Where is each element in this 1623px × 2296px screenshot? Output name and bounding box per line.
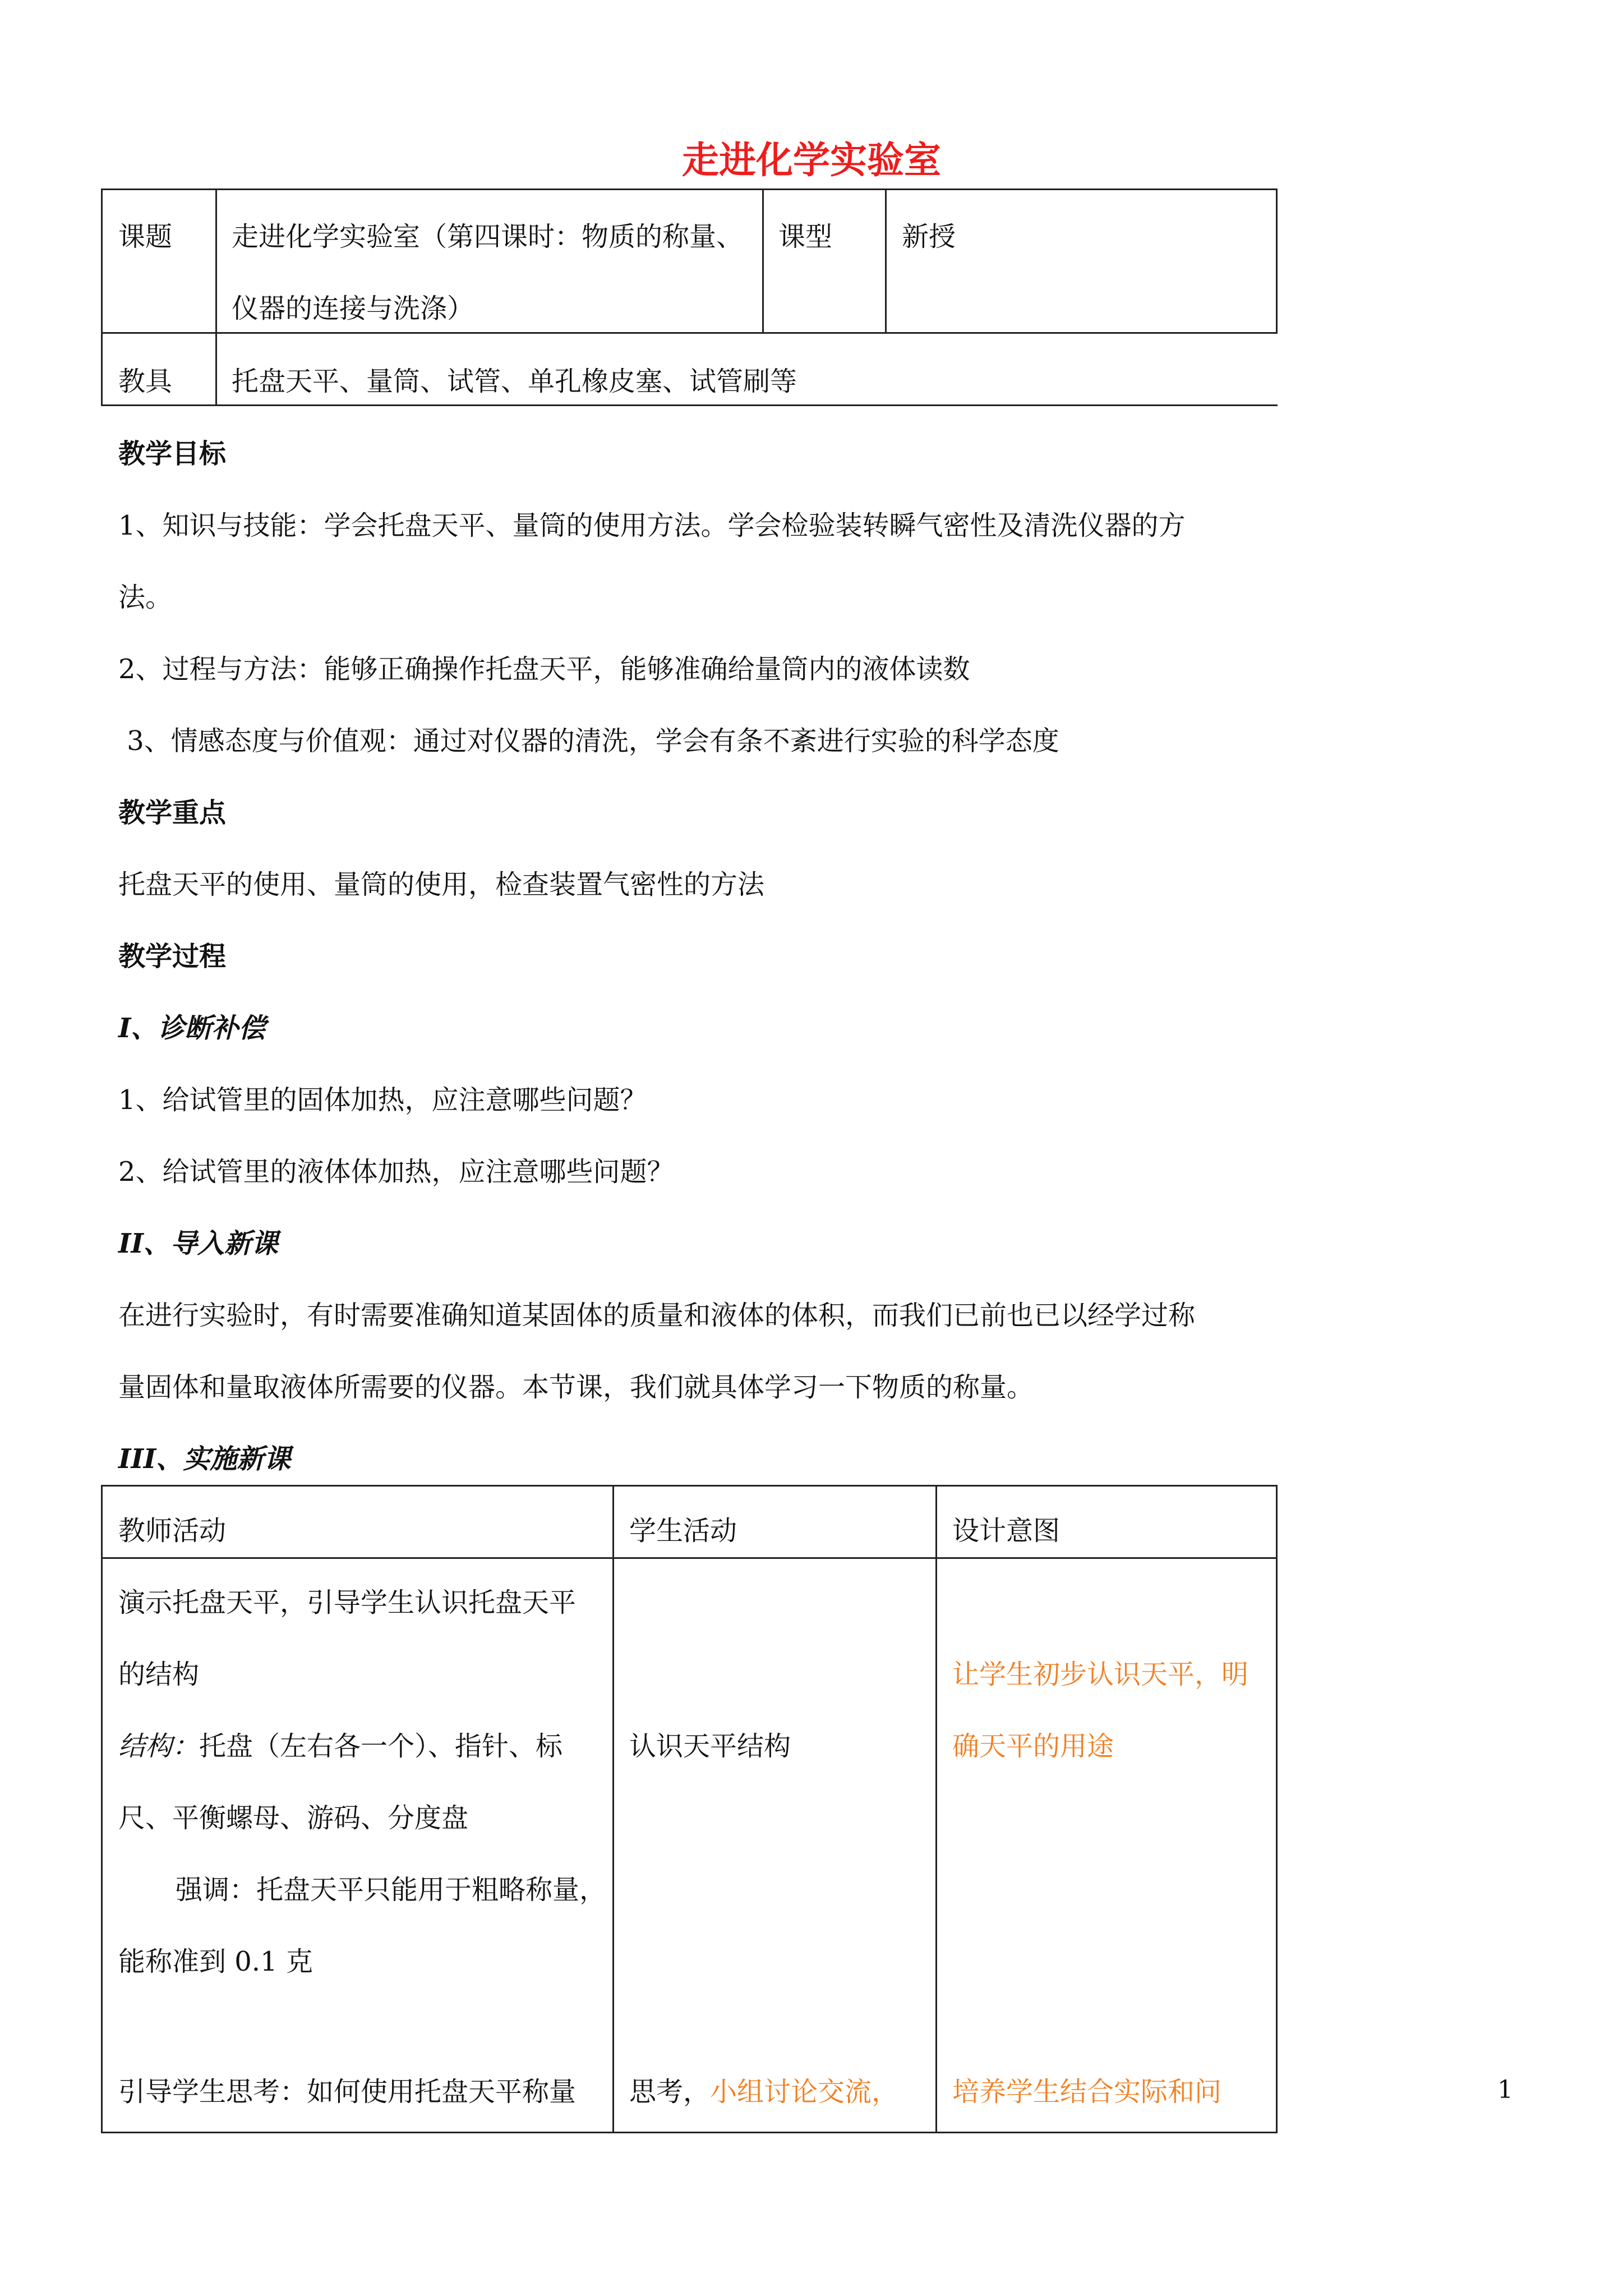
structure-text: 托盘（左右各一个）、指针、标 (199, 1731, 563, 1762)
activity-table-col1-border (612, 1485, 614, 2133)
student-activity-2-think: 思考， (629, 2076, 711, 2108)
teacher-activity-line6: 能称准到 0.1 克 (118, 1946, 313, 1977)
student-activity-2 (629, 2056, 898, 2128)
teacher-activity-line3 (118, 1710, 562, 1782)
activity-table-left-border (101, 1485, 103, 2133)
topic-value-line2: 仪器的连接与洗涤） (232, 293, 474, 324)
topic-label: 课题 (118, 221, 173, 252)
teacher-activity-line7: 引导学生思考：如何使用托盘天平称量 (118, 2076, 577, 2108)
header-table-col3-border (885, 188, 887, 332)
column-header-student: 学生活动 (629, 1515, 737, 1547)
teacher-activity-line2: 的结构 (118, 1659, 200, 1690)
activity-table-bottom-border (101, 2132, 1278, 2133)
student-activity-1: 认识天平结构 (629, 1731, 791, 1762)
diagnosis-question-2: 2、给试管里的液体体加热，应注意哪些问题？ (118, 1156, 674, 1188)
process-heading: 教学过程 (118, 941, 227, 972)
structure-label: 结构： (118, 1731, 200, 1762)
objective-item-2: 2、过程与方法：能够正确操作托盘天平，能够准确给量筒内的液体读数 (118, 654, 970, 685)
objectives-heading: 教学目标 (118, 438, 227, 470)
objective-item-3: 3、情感态度与价值观：通过对仪器的清洗，学会有条不紊进行实验的科学态度 (118, 725, 1059, 757)
section-new-lesson-heading: III、实施新课 (118, 1443, 291, 1475)
topic-value-line1: 走进化学实验室（第四课时：物质的称量、 (232, 221, 744, 252)
header-table-left-border (101, 188, 103, 406)
activity-table-right-border (1276, 1485, 1278, 2133)
design-intent-2: 培养学生结合实际和问 (952, 2076, 1222, 2108)
column-header-teacher: 教师活动 (118, 1515, 227, 1547)
section-intro-heading: II、导入新课 (118, 1228, 278, 1259)
student-activity-2-discuss: 小组讨论交流， (710, 2076, 899, 2108)
teacher-activity-line4: 尺、平衡螺母、游码、分度盘 (118, 1802, 469, 1834)
teacher-activity-line1: 演示托盘天平，引导学生认识托盘天平 (118, 1587, 577, 1618)
header-table-col1-border (215, 188, 217, 404)
page-number: 1 (1497, 2076, 1513, 2104)
lesson-type-label: 课型 (778, 221, 833, 252)
intro-text-line2: 量固体和量取液体所需要的仪器。本节课，我们就具体学习一下物质的称量。 (118, 1372, 1034, 1403)
section-diagnosis-heading: I、诊断补偿 (118, 1013, 266, 1044)
intro-text-line1: 在进行实验时，有时需要准确知道某固体的质量和液体的体积，而我们已前也已以经学过称 (118, 1300, 1196, 1331)
activity-table-col2-border (935, 1485, 937, 2133)
column-header-intent: 设计意图 (952, 1515, 1061, 1547)
design-intent-1-line1: 让学生初步认识天平，明 (952, 1659, 1249, 1690)
design-intent-1-line2: 确天平的用途 (952, 1731, 1114, 1762)
objective-item-1-line1: 1、知识与技能：学会托盘天平、量筒的使用方法。学会检验装转瞬气密性及清洗仪器的方 (118, 510, 1186, 541)
tools-value: 托盘天平、量筒、试管、单孔橡皮塞、试管刷等 (232, 366, 797, 397)
document-title: 走进化学实验室 (682, 138, 941, 182)
lesson-type-value: 新授 (902, 221, 956, 252)
header-table-right-border (1276, 188, 1278, 332)
objective-item-1-line2: 法。 (118, 582, 173, 613)
key-points-heading: 教学重点 (118, 797, 227, 829)
tools-label: 教具 (118, 366, 173, 397)
key-points-text: 托盘天平的使用、量筒的使用，检查装置气密性的方法 (118, 869, 765, 900)
header-table-col2-border (762, 188, 764, 332)
teacher-activity-line5: 强调：托盘天平只能用于粗略称量， (176, 1874, 607, 1906)
diagnosis-question-1: 1、给试管里的固体加热，应注意哪些问题？ (118, 1084, 647, 1116)
activity-table-top-border (101, 1485, 1278, 1487)
header-table-top-border (101, 188, 1278, 190)
